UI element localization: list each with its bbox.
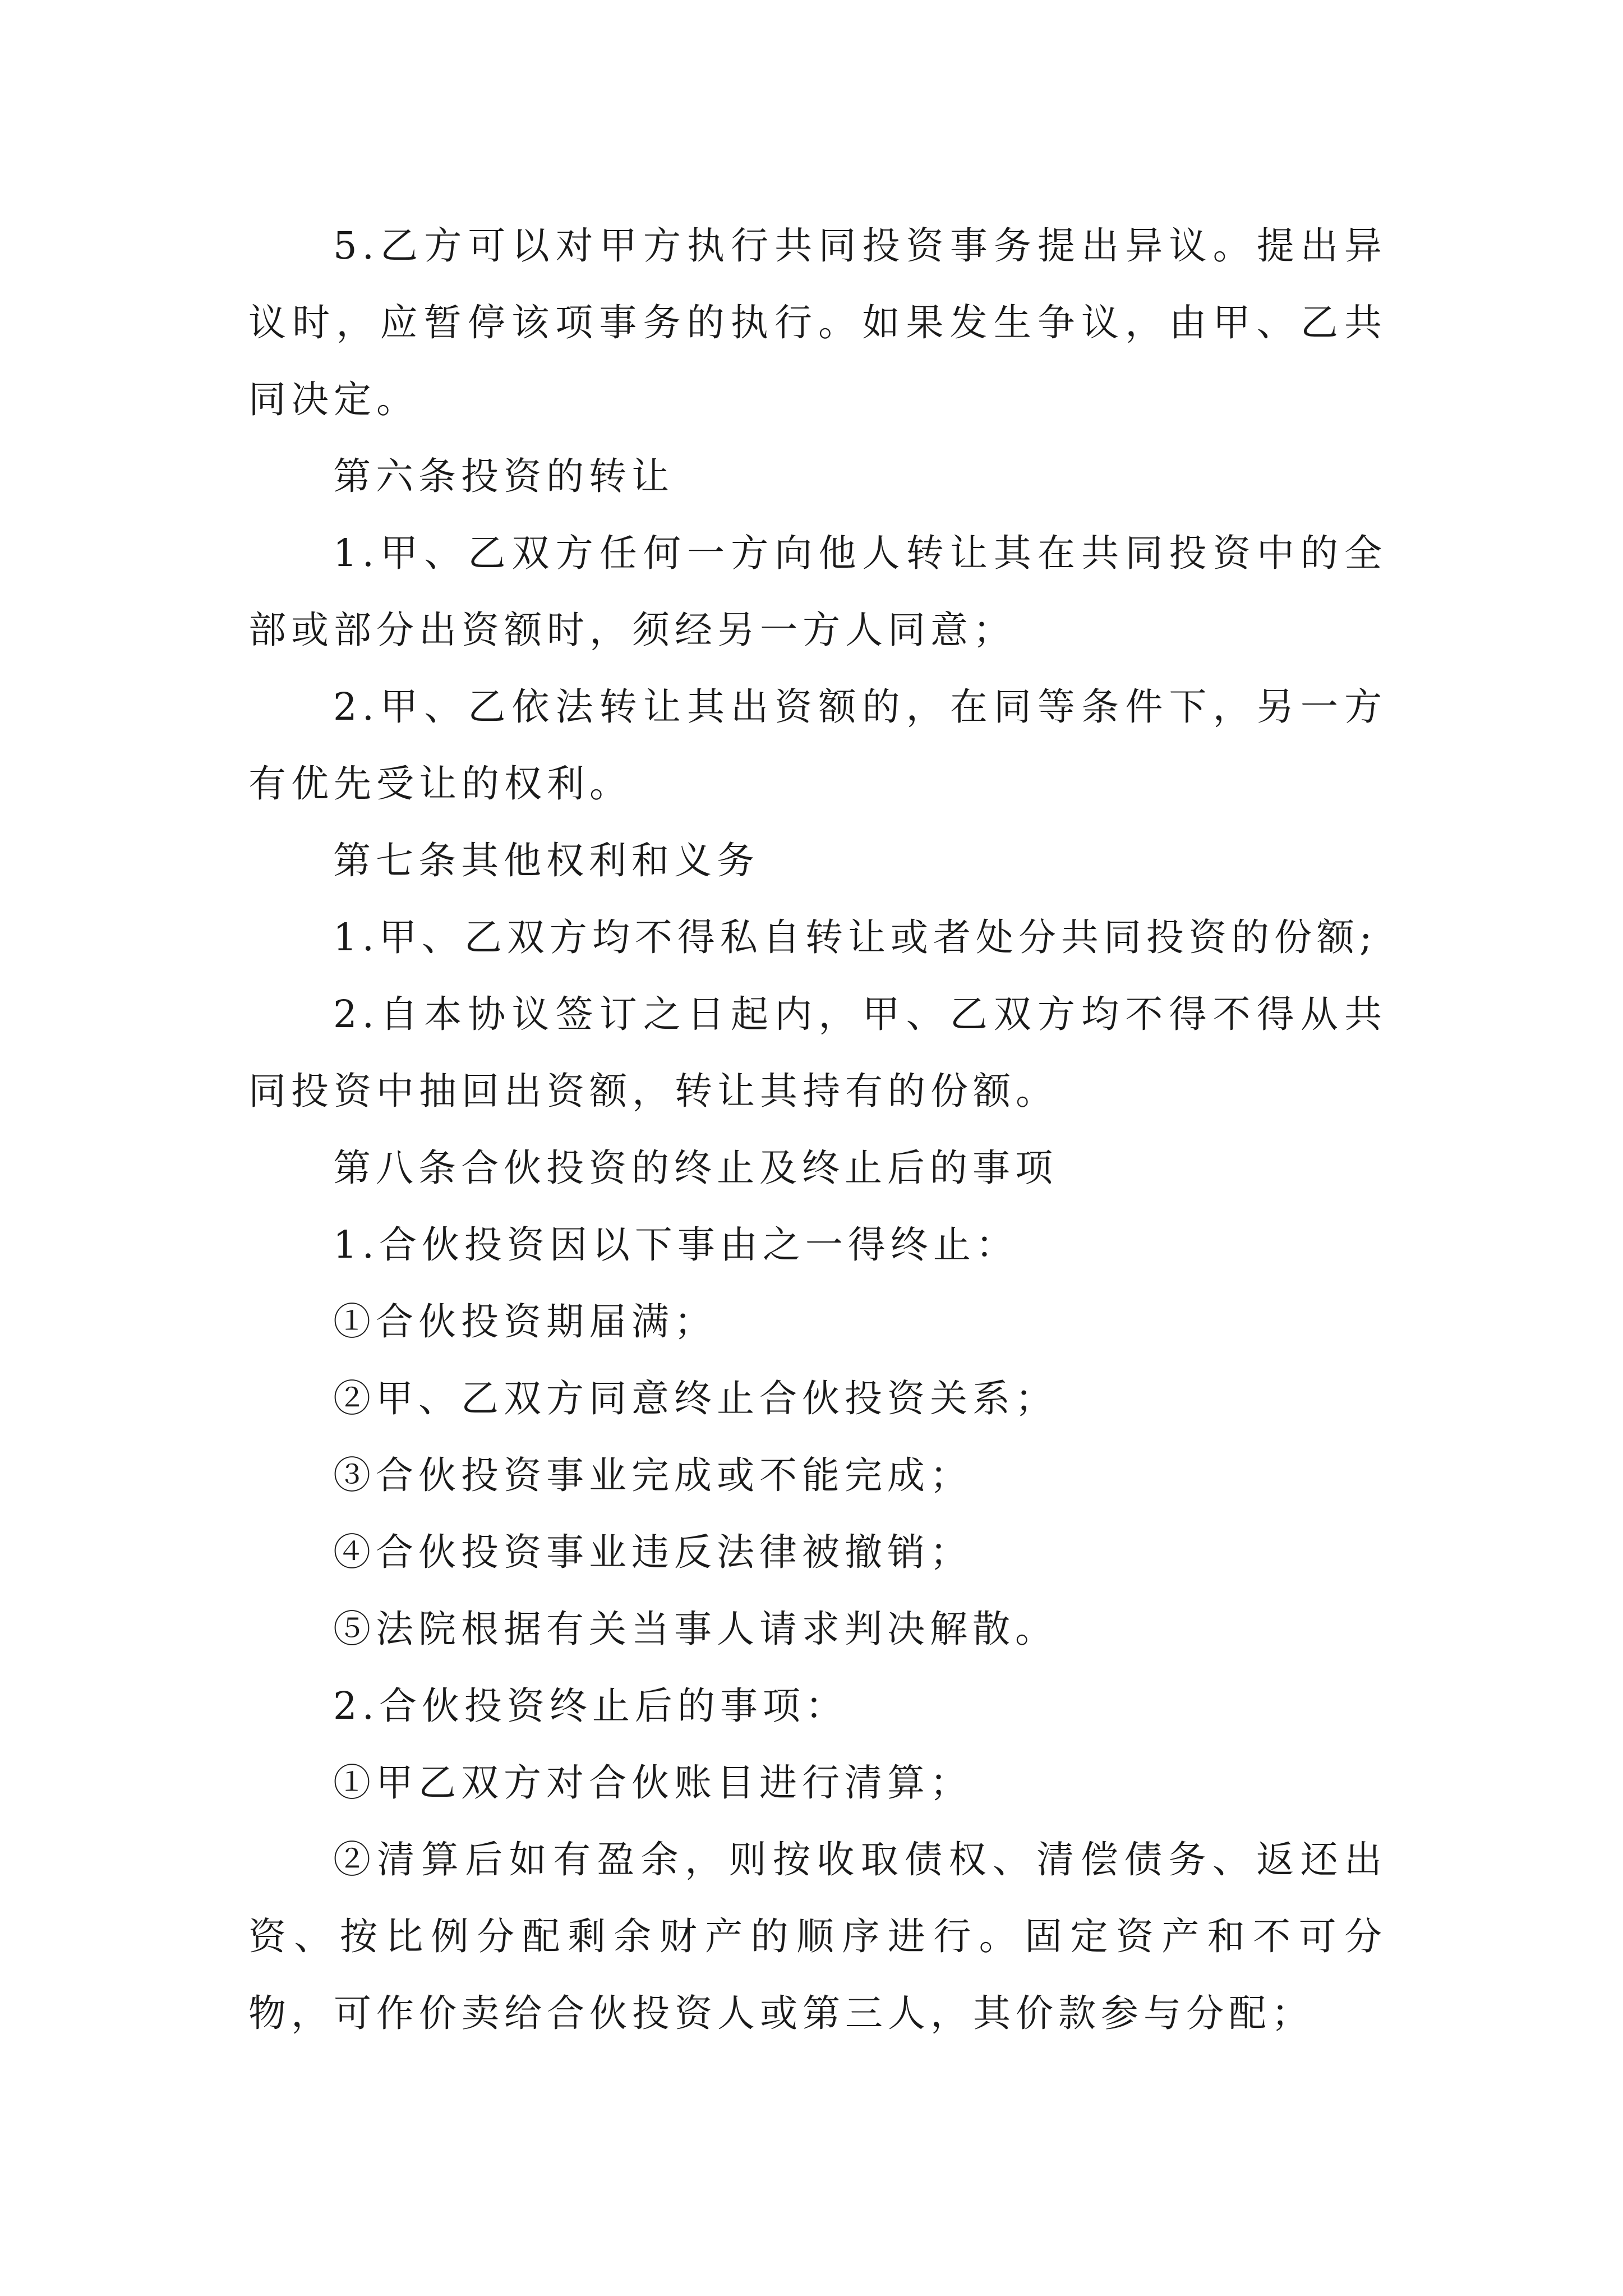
list-item-liquidation: ①甲乙双方对合伙账目进行清算；: [333, 1761, 972, 1805]
list-item-mutual-agreement: ②甲、乙双方同意终止合伙投资关系；: [333, 1377, 1058, 1420]
paragraph-termination-causes: 1.合伙投资因以下事由之一得终止：: [333, 1223, 1018, 1267]
list-item-court-dissolution: ⑤法院根据有关当事人请求判决解散。: [333, 1607, 1058, 1651]
list-item-business-completed: ③合伙投资事业完成或不能完成；: [333, 1453, 972, 1497]
heading-article-6: 第六条投资的转让: [333, 454, 674, 498]
heading-article-8: 第八条合伙投资的终止及终止后的事项: [333, 1146, 1058, 1190]
document-body: [248, 208, 1387, 2052]
paragraph-post-termination: 2.合伙投资终止后的事项：: [333, 1684, 848, 1728]
paragraph-no-withdrawal: 2.自本协议签订之日起内，甲、乙双方均不得不得从共同投资中抽回出资额，转让其持有的份额。: [248, 992, 1387, 1113]
list-item-distribution: ②清算后如有盈余，则按收取债权、清偿债务、返还出资、按比例分配剩余财产的顺序进行。固定资产和不可分物，可作价卖给合伙投资人或第三人，其价款参与分配；: [248, 1838, 1387, 2035]
list-item-term-expired: ①合伙投资期届满；: [333, 1300, 717, 1343]
heading-article-7: 第七条其他权利和义务: [333, 839, 759, 882]
paragraph-transfer-priority: 2.甲、乙依法转让其出资额的，在同等条件下，另一方有优先受让的权利。: [248, 685, 1387, 806]
paragraph-no-private-transfer: 1.甲、乙双方均不得私自转让或者处分共同投资的份额;: [333, 915, 1377, 959]
list-item-revoked: ④合伙投资事业违反法律被撤销；: [333, 1530, 972, 1574]
paragraph-transfer-consent: 1.甲、乙双方任何一方向他人转让其在共同投资中的全部或部分出资额时，须经另一方人同意；: [248, 531, 1387, 652]
paragraph-objection: 5.乙方可以对甲方执行共同投资事务提出异议。提出异议时，应暂停该项事务的执行。如果发生争议，由甲、乙共同决定。: [248, 224, 1387, 421]
